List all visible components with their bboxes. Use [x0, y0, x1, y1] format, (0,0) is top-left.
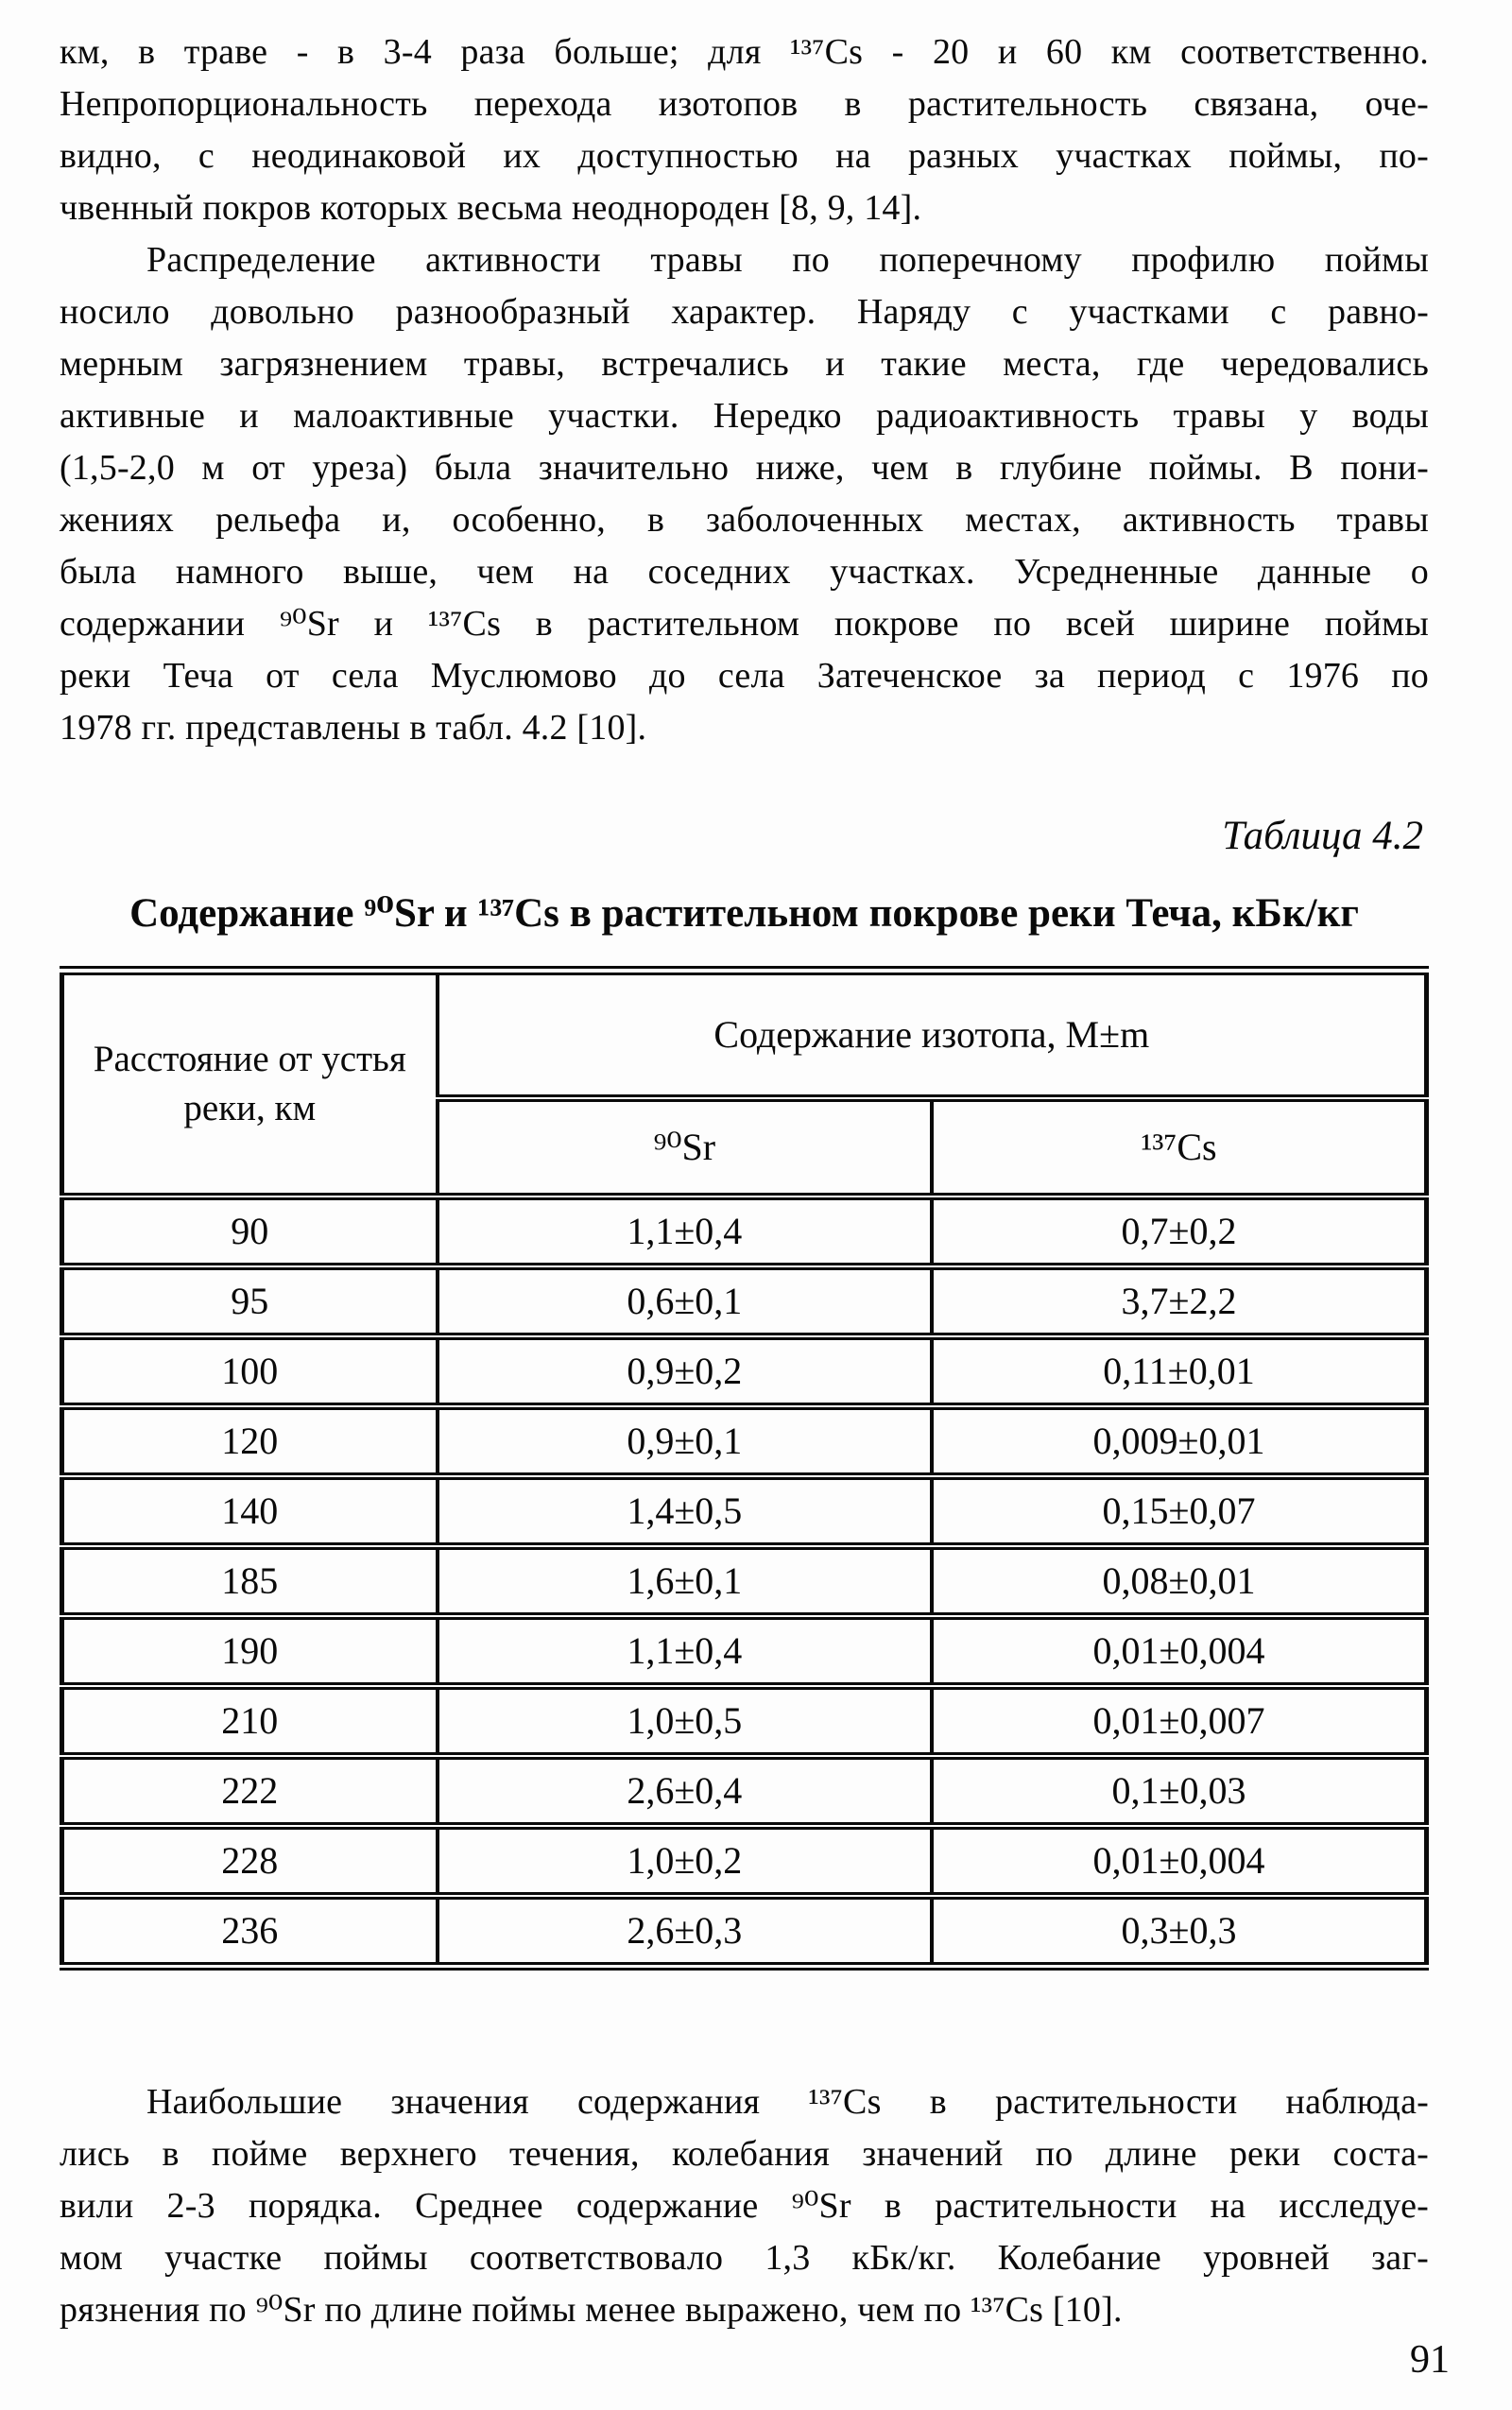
text-line: Непропорциональность перехода изотопов в растительность связана, оче-	[60, 84, 1429, 124]
text-line: носило довольно разнообразный характер. Наряду с участками с равно-	[60, 292, 1429, 332]
table-caption: Таблица 4.2	[1222, 814, 1423, 858]
paragraph-2	[60, 234, 1429, 754]
text-line: была намного выше, чем на соседних участках. Усредненные данные о	[60, 552, 1429, 592]
cell-cs: 0,01±0,004	[932, 1616, 1426, 1686]
table-row	[62, 1336, 1427, 1406]
table-row	[62, 1896, 1427, 1967]
text-line: (1,5-2,0 м от уреза) была значительно ниже, чем в глубине поймы. В пони-	[60, 448, 1429, 488]
table-row	[62, 1686, 1427, 1756]
cell-sr: 2,6±0,4	[438, 1756, 932, 1826]
table-row	[62, 1406, 1427, 1476]
cell-distance: 185	[62, 1546, 438, 1616]
text-line: жениях рельефа и, особенно, в заболоченных местах, активность травы	[60, 500, 1429, 540]
cell-sr: 0,9±0,1	[438, 1406, 932, 1476]
cell-cs: 3,7±2,2	[932, 1266, 1426, 1336]
table-row	[62, 1756, 1427, 1826]
cell-distance: 95	[62, 1266, 438, 1336]
cell-cs: 0,7±0,2	[932, 1196, 1426, 1266]
table-row	[62, 1826, 1427, 1896]
table-title: Содержание ⁹⁰Sr и ¹³⁷Cs в растительном покрове реки Теча, кБк/кг	[129, 891, 1359, 936]
cell-distance: 120	[62, 1406, 438, 1476]
cell-sr: 1,0±0,2	[438, 1826, 932, 1896]
table-row	[62, 1476, 1427, 1546]
cell-sr: 1,6±0,1	[438, 1546, 932, 1616]
cell-sr: 1,1±0,4	[438, 1616, 932, 1686]
text-line: вили 2-3 порядка. Среднее содержание ⁹⁰Sr в растительности на исследуе-	[60, 2186, 1429, 2226]
cell-sr: 0,9±0,2	[438, 1336, 932, 1406]
text-line: мом участке поймы соответствовало 1,3 кБк/кг. Колебание уровней заг-	[60, 2238, 1429, 2278]
text-line: км, в траве - в 3-4 раза больше; для ¹³⁷Cs - 20 и 60 км соответственно.	[60, 32, 1429, 72]
header-sr90: ⁹⁰Sr	[438, 1098, 932, 1196]
cell-distance: 210	[62, 1686, 438, 1756]
table-row	[62, 1616, 1427, 1686]
table-row	[62, 1196, 1427, 1266]
cell-cs: 0,08±0,01	[932, 1546, 1426, 1616]
isotope-content-table	[60, 966, 1429, 1971]
cell-cs: 0,009±0,01	[932, 1406, 1426, 1476]
cell-cs: 0,01±0,007	[932, 1686, 1426, 1756]
text-line: активные и малоактивные участки. Нередко радиоактивность травы у воды	[60, 396, 1429, 436]
page-number: 91	[1410, 2338, 1450, 2382]
header-isotope-content: Содержание изотопа, M±m	[438, 971, 1427, 1098]
cell-cs: 0,15±0,07	[932, 1476, 1426, 1546]
cell-cs: 0,3±0,3	[932, 1896, 1426, 1967]
table-row	[62, 1266, 1427, 1336]
cell-sr: 1,4±0,5	[438, 1476, 932, 1546]
header-distance: Расстояние от устья реки, км	[62, 971, 438, 1196]
cell-sr: 2,6±0,3	[438, 1896, 932, 1967]
cell-cs: 0,1±0,03	[932, 1756, 1426, 1826]
table-header-row	[62, 971, 1427, 1098]
cell-distance: 222	[62, 1756, 438, 1826]
text-line: чвенный покров которых весьма неоднороден [8, 9, 14].	[60, 188, 922, 228]
cell-distance: 90	[62, 1196, 438, 1266]
text-line: видно, с неодинаковой их доступностью на разных участках поймы, по-	[60, 136, 1429, 176]
cell-distance: 100	[62, 1336, 438, 1406]
header-cs137: ¹³⁷Cs	[932, 1098, 1426, 1196]
text-line: содержании ⁹⁰Sr и ¹³⁷Cs в растительном покрове по всей ширине поймы	[60, 604, 1429, 644]
cell-sr: 0,6±0,1	[438, 1266, 932, 1336]
cell-cs: 0,11±0,01	[932, 1336, 1426, 1406]
paragraph-1	[60, 26, 1429, 234]
text-line: рязнения по ⁹⁰Sr по длине поймы менее выражено, чем по ¹³⁷Cs [10].	[60, 2290, 1123, 2330]
cell-sr: 1,1±0,4	[438, 1196, 932, 1266]
text-line: Наибольшие значения содержания ¹³⁷Cs в растительности наблюда-	[146, 2082, 1429, 2122]
cell-distance: 190	[62, 1616, 438, 1686]
cell-distance: 140	[62, 1476, 438, 1546]
cell-distance: 236	[62, 1896, 438, 1967]
text-line: 1978 гг. представлены в табл. 4.2 [10].	[60, 708, 647, 748]
text-line: реки Теча от села Муслюмово до села Затеченское за период с 1976 по	[60, 656, 1429, 696]
cell-cs: 0,01±0,004	[932, 1826, 1426, 1896]
cell-distance: 228	[62, 1826, 438, 1896]
text-line: Распределение активности травы по поперечному профилю поймы	[146, 240, 1429, 280]
text-line: лись в пойме верхнего течения, колебания значений по длине реки соста-	[60, 2134, 1429, 2174]
text-line: мерным загрязнением травы, встречались и такие места, где чередовались	[60, 344, 1429, 384]
table-row	[62, 1546, 1427, 1616]
paragraph-3	[60, 2076, 1429, 2336]
cell-sr: 1,0±0,5	[438, 1686, 932, 1756]
